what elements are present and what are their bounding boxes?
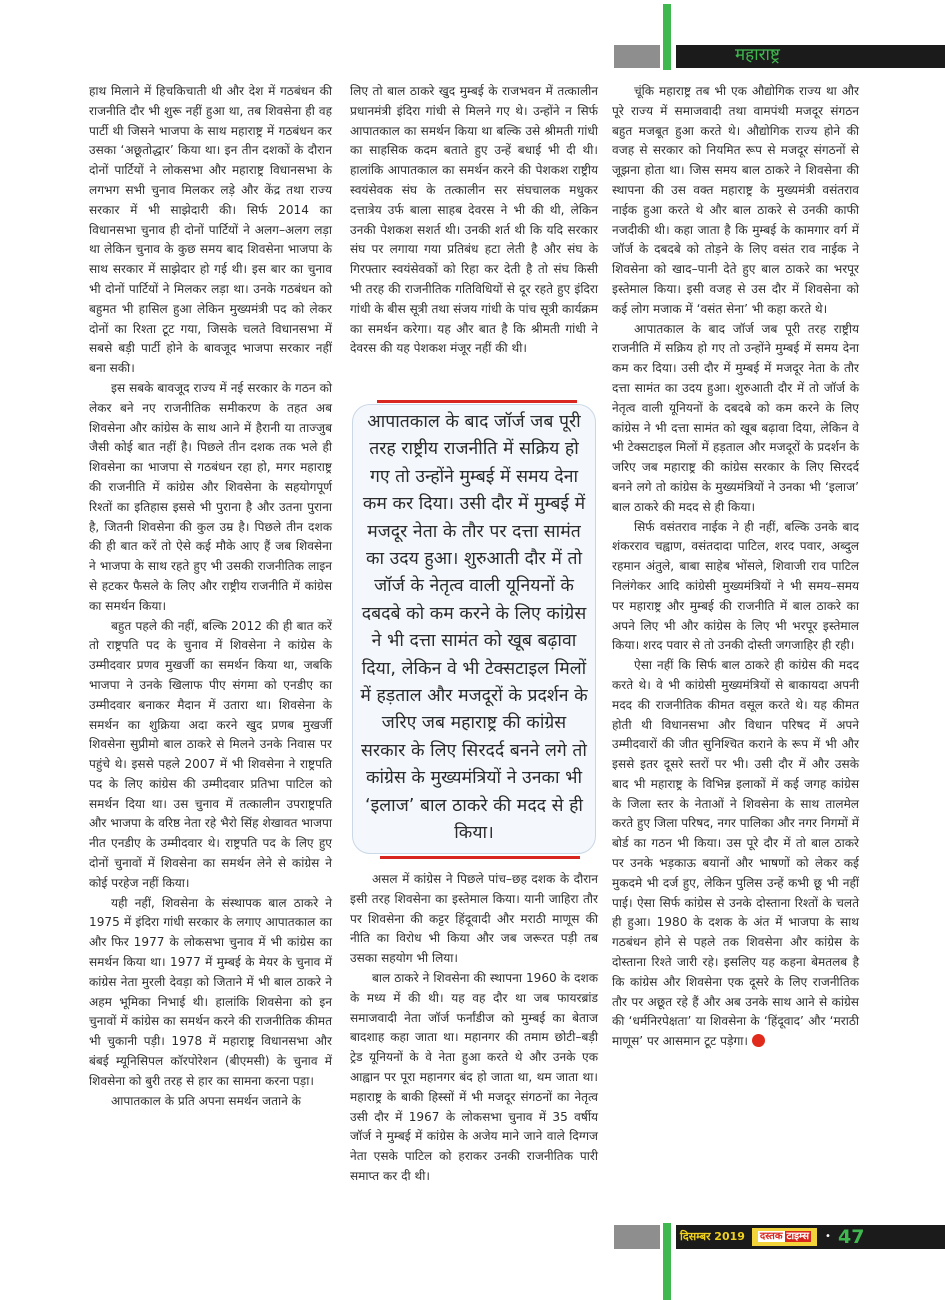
paragraph-text: ऐसा नहीं कि सिर्फ बाल ठाकरे ही कांग्रेस की मदद करते थे। वे भी कांग्रेसी मुख्यमंत्रियों से बाकायदा अपनी मदद की राजनीतिक कीमत वसूल करते थे। यह कीमत होती थी विधानसभा और विधान परिषद में अपने उम्मीदवारों की जीत सुनिश्चित कराने के रूप में भी और इससे इतर दूसरे स्तरों पर भी। उसी दौर में और उसके बाद भी महाराष्ट्र के विभिन्न इलाकों में कई जगह कांग्रेस के जिला स्तर के नेताओं ने शिवसेना के साथ तालमेल करते हुए जिला परिषद, नगर पालिका और नगर निगमों में बोर्ड का गठन भी किया। उस पूरे दौर में तो बाल ठाकरे पर उनके भड़काऊ बयानों और भाषणों को लेकर कई मुकदमे भी दर्ज हुए, लेकिन पुलिस उन्हें कभी छू भी नहीं पाई। ऐसा सिर्फ कांग्रेस से उनके दोस्ताना रिश्तों के चलते ही हुआ। 1980 के दशक के अंत में भाजपा के साथ गठबंधन होने से पहले तक शिवसेना और कांग्रेस के दोस्ताना रिश्ते जारी रहे। इसलिए यह कहना बेमतलब है कि कांग्रेस और शिवसेना एक दूसरे के लिए राजनीतिक तौर पर अछूत रहे हैं और अब उनके साथ आने से कांग्रेस की ‘धर्मनिरपेक्षता’ या शिवसेना के ‘हिंदूवाद’ और ‘मराठी माणूस’ पर आसमान टूट पड़ेगा। (612, 658, 859, 1049)
magazine-logo-part2: टाइम्स (786, 1231, 810, 1242)
article-column-2-top (350, 82, 598, 359)
article-column-3 (612, 82, 859, 1052)
pull-quote-text: आपातकाल के बाद जॉर्ज जब पूरी तरह राष्ट्रीय राजनीति में सक्रिय हो गए तो उन्होंने मुम्बई में समय देना कम कर दिया। उसी दौर में मुम्बई में मजदूर नेता के तौर पर दत्ता सामंत का उदय हुआ। शुरुआती दौर में तो जॉर्ज के नेतृत्व वाली यूनियनों के दबदबे को कम करने के लिए कांग्रेस ने भी दत्ता सामंत को खूब बढ़ावा दिया, लेकिन वे भी टेक्सटाइल मिलों में हड़ताल और मजदूरों के प्रदर्शन के जरिए जब महाराष्ट्र की कांग्रेस सरकार के लिए सिरदर्द बनने लगे तो कांग्रेस के मुख्यमंत्रियों ने उनका भी ‘इलाज’ बाल ठाकरे की मदद से ही किया। (360, 412, 588, 844)
section-banner (676, 45, 945, 68)
section-title: महाराष्ट्र (735, 45, 780, 65)
end-of-article-dot-icon (752, 1034, 765, 1047)
page-number: 47 (838, 1226, 865, 1248)
magazine-logo (752, 1228, 817, 1246)
paragraph: इस सबके बावजूद राज्य में नई सरकार के गठन को लेकर बने नए राजनीतिक समीकरण के तहत अब शिवसेना और कांग्रेस के साथ आने में हैरानी या ताज्जुब जैसी कोई बात नहीं है। पिछले तीन दशक तक भले ही शिवसेना का भाजपा से गठबंधन रहा हो, मगर महाराष्ट्र की राजनीति में कांग्रेस और शिवसेना के सहयोगपूर्ण रिश्तों का इतिहास इससे भी पुराना है और उतना पुराना है, जितनी शिवसेना की कुल उम्र है। पिछले तीन दशक की ही बात करें तो ऐसे कई मौके आए हैं जब शिवसेना ने भाजपा के साथ रहते हुए भी उसकी राजनीतिक लाइन से हटकर फैसले के लिए और राष्ट्रीय राजनीति में कांग्रेस का समर्थन किया। (89, 380, 332, 613)
pull-quote-top-rule (377, 400, 577, 403)
paragraph: असल में कांग्रेस ने पिछले पांच–छह दशक के दौरान इसी तरह शिवसेना का इस्तेमाल किया। यानी जाहिरा तौर पर शिवसेना की कट्टर हिंदूवादी और मराठी माणूस की नीति का विरोध भी किया और जब जरूरत पड़ी तब उसका सहयोग भी लिया। (350, 872, 598, 966)
footer-gray-block (614, 1225, 660, 1249)
paragraph: आपातकाल के प्रति अपना समर्थन जताने के (111, 1093, 301, 1108)
article-column-2-bottom (350, 870, 598, 1187)
pull-quote-box (352, 404, 596, 854)
paragraph: लिए तो बाल ठाकरे खुद मुम्बई के राजभवन में तत्कालीन प्रधानमंत्री इंदिरा गांधी से मिलने गए थे। उन्होंने न सिर्फ आपातकाल का समर्थन किया था बल्कि उसे श्रीमती गांधी का साहसिक कदम बताते हुए उन्हें बधाई भी दी थी। हालांकि आपातकाल का समर्थन करने की पेशकश राष्ट्रीय स्वयंसेवक संघ के तत्कालीन सर संघचालक मधुकर दत्तात्रेय उर्फ बाला साहब देवरस ने भी की थी, लेकिन उनकी पेशकश सशर्त थी। उनकी शर्त थी कि यदि सरकार संघ पर लगाया गया प्रतिबंध हटा लेती है और संघ के गिरफ्तार स्वयंसेवकों को रिहा कर देती है तो संघ किसी भी तरह की राजनीतिक गतिविधियों से दूर रहते हुए इंदिरा गांधी के बीस सूत्री तथा संजय गांधी के पांच सूत्री कार्यक्रम का समर्थन करेगा। यह और बात है कि श्रीमती गांधी ने देवरस की यह पेशकश मंजूर नहीं की थी। (350, 84, 598, 356)
header-accent-bar (663, 4, 671, 70)
paragraph: चूंकि महाराष्ट्र तब भी एक औद्योगिक राज्य था और पूरे राज्य में समाजवादी तथा वामपंथी मजदूर संगठन बहुत मजबूत हुआ करते थे। औद्योगिक राज्य होने की वजह से सरकार को नियमित रूप से मजदूर संगठनों से जूझना होता था। जिस समय बाल ठाकरे ने शिवसेना की स्थापना की उस वक्त महाराष्ट्र के मुख्यमंत्री वसंतराव नाईक हुआ करते थे और बाल ठाकरे से उनकी काफी नजदीकी थी। कहा जाता है कि मुम्बई के कामगार वर्ग में जॉर्ज के दबदबे को तोड़ने के लिए वसंत राव नाईक ने शिवसेना को खाद–पानी देते हुए बाल ठाकरे का भरपूर इस्तेमाल किया। इसी वजह से उस दौर में शिवसेना को कई लोग मजाक में ‘वसंत सेना’ भी कहा करते थे। (612, 84, 859, 316)
article-column-1 (89, 82, 332, 1111)
pull-quote-bottom-rule (380, 856, 580, 859)
header-gray-block (614, 45, 660, 68)
paragraph: आपातकाल के बाद जॉर्ज जब पूरी तरह राष्ट्रीय राजनीति में सक्रिय हो गए तो उन्होंने मुम्बई में समय देना कम कर दिया। उसी दौर में मुम्बई में मजदूर नेता के तौर दत्ता सामंत का उदय हुआ। शुरुआती दौर में तो जॉर्ज के नेतृत्व वाली यूनियनों के दबदबे को कम करने के लिए कांग्रेस ने भी दत्ता सामंत को खूब बढ़ावा दिया, लेकिन वे भी टेक्सटाइल मिलों में हड़ताल और मजदूरों के प्रदर्शन के जरिए जब महाराष्ट्र की कांग्रेस सरकार के लिए सिरदर्द बनने लगे तो कांग्रेस के मुख्यमंत्रियों ने उनका भी ‘इलाज’ बाल ठाकरे की मदद से ही किया। (612, 321, 859, 514)
paragraph: बाल ठाकरे ने शिवसेना की स्थापना 1960 के दशक के मध्य में की थी। यह वह दौर था जब फायरब्रांड समाजवादी नेता जॉर्ज फर्नांडीज को मुम्बई का बेताज बादशाह कहा जाता था। महानगर की तमाम छोटी–बड़ी ट्रेड यूनियनों के वे नेता हुआ करते थे और उनके एक आह्वान पर पूरा महानगर बंद हो जाता था, थम जाता था। महाराष्ट्र के बाकी हिस्सों में भी मजदूर संगठनों का नेतृत्व उसी दौर में 1967 के लोकसभा चुनाव में 35 वर्षीय जॉर्ज ने मुम्बई में कांग्रेस के अजेय माने जाने वाले दिग्गज नेता एसके पाटिल को हराकर उनकी राजनीतिक पारी समाप्त कर दी थी। (350, 970, 598, 1183)
last-paragraph (612, 656, 859, 1052)
paragraph: हाथ मिलाने में हिचकिचाती थी और देश में गठबंधन की राजनीति दौर भी शुरू नहीं हुआ था, तब शिवसेना ही वह पार्टी थी जिसने भाजपा के साथ महाराष्ट्र में गठबंधन कर उसका ‘अछूतोद्धार’ किया था। इन तीन दशकों के दौरान दोनों पार्टियों ने लोकसभा और महाराष्ट्र विधानसभा के लगभग सभी चुनाव मिलकर लड़े और केंद्र तथा राज्य सरकार में भी साझेदारी की। सिर्फ 2014 का विधानसभा चुनाव ही दोनों पार्टियों ने अलग–अलग लड़ा था लेकिन चुनाव के कुछ समय बाद शिवसेना भाजपा के साथ सरकार में साझेदार हो गई थी। इस बार का चुनाव भी दोनों पार्टियों ने मिलकर लड़ा था। उनके गठबंधन को बहुमत भी हासिल हुआ लेकिन मुख्यमंत्री पद को लेकर दोनों का रिश्ता टूट गया, जिसके चलते विधानसभा में सबसे बड़ी पार्टी होने के बावजूद भाजपा सरकार नहीं बना सकी। (89, 84, 332, 376)
paragraph: यही नहीं, शिवसेना के संस्थापक बाल ठाकरे ने 1975 में इंदिरा गांधी सरकार के लगाए आपातकाल का और फिर 1977 के लोकसभा चुनाव में भी कांग्रेस का समर्थन किया था। 1977 में मुम्बई के मेयर के चुनाव में कांग्रेस नेता मुरली देवड़ा को जिताने में भी बाल ठाकरे ने अहम भूमिका निभाई थी। हालांकि शिवसेना को इन चुनावों में कांग्रेस का समर्थन करने की राजनीतिक कीमत भी चुकानी पड़ी। 1978 में महाराष्ट्र विधानसभा और बंबई म्यूनिसिपल कॉरपोरेशन (बीएमसी) के चुनाव में शिवसेना को बुरी तरह से हार का सामना करना पड़ा। (89, 895, 332, 1088)
bullet-separator: • (825, 1231, 831, 1242)
issue-date: दिसम्बर 2019 (680, 1230, 745, 1243)
magazine-logo-part1: दस्तक (759, 1231, 783, 1242)
footer-accent-bar (663, 1223, 671, 1300)
paragraph: सिर्फ वसंतराव नाईक ने ही नहीं, बल्कि उनके बाद शंकरराव चह्वाण, वसंतदादा पाटिल, शरद पवार, अब्दुल रहमान अंतुले, बाबा साहेब भोंसले, शिवाजी राव पाटिल निलंगेकर आदि कांग्रेसी मुख्यमंत्रियों ने भी समय–समय पर महाराष्ट्र और मुम्बई की राजनीति में बाल ठाकरे का अपने लिए भी और कांग्रेस के लिए भी भरपूर इस्तेमाल किया। शरद पवार से तो उनकी दोस्ती जगजाहिर ही रही। (612, 519, 859, 653)
paragraph: बहुत पहले की नहीं, बल्कि 2012 की ही बात करें तो राष्ट्रपति पद के चुनाव में शिवसेना ने कांग्रेस के उम्मीदवार प्रणव मुखर्जी का समर्थन किया था, जबकि भाजपा ने उनके खिलाफ पीए संगमा को एनडीए का उम्मीदवार बनाकर मैदान में उतारा था। शिवसेना के समर्थन का शुक्रिया अदा करने खुद प्रणब मुखर्जी शिवसेना सुप्रीमो बाल ठाकरे से मिलने उनके निवास पर पहुंचे थे। इससे पहले 2007 में भी शिवसेना ने राष्ट्रपति पद के लिए कांग्रेस की उम्मीदवार प्रतिभा पाटिल को समर्थन दिया था। उस चुनाव में तत्कालीन उपराष्ट्रपति और भाजपा के वरिष्ठ नेता रहे भैरो सिंह शेखावत भाजपा नीत एनडीए के उम्मीदवार थे। राष्ट्रपति पद के लिए हुए दोनों चुनावों में शिवसेना का समर्थन लेने से कांग्रेस ने कोई परहेज नहीं किया। (89, 618, 332, 890)
